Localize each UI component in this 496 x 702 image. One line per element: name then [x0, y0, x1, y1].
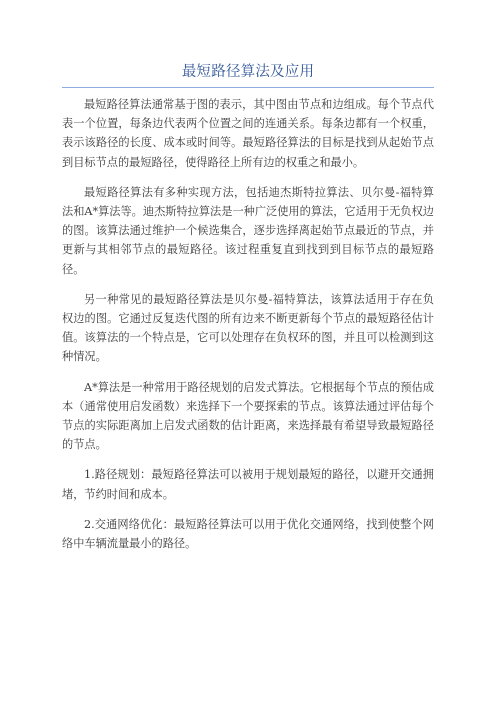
paragraph-a-star: A*算法是一种常用于路径规划的启发式算法。它根据每个节点的预估成本（通常使用启发函数）来选择下一个要探索的节点。该算法通过评估每个节点的实际距离加上启发式函数的估计距离，来选择最有希望导致最短路径的节点。	[62, 380, 434, 452]
paragraph-bellman-ford: 另一种常见的最短路径算法是贝尔曼-福特算法，该算法适用于存在负权边的图。它通过反复迭代图的所有边来不断更新每个节点的最短路径估计值。该算法的一个特点是，它可以处理存在负权环的图，并且可以检测到这种情况。	[62, 292, 434, 364]
paragraph-application-2: 2.交通网络优化：最短路径算法可以用于优化交通网络，找到使整个网络中车辆流量最小的路径。	[62, 517, 434, 551]
document-body	[62, 95, 434, 564]
paragraph-methods: 最短路径算法有多种实现方法，包括迪杰斯特拉算法、贝尔曼-福特算法和A*算法等。迪杰斯特拉算法是一种广泛使用的算法，它适用于无负权边的图。该算法通过维护一个候选集合，逐步选择离起始节点最近的节点，并更新与其相邻节点的最短路径。该过程重复直到找到到目标节点的最短路径。	[62, 185, 434, 276]
paragraph-intro: 最短路径算法通常基于图的表示，其中图由节点和边组成。每个节点代表一个位置，每条边代表两个位置之间的连通关系。每条边都有一个权重，表示该路径的长度、成本或时间等。最短路径算法的目标是找到从起始节点到目标节点的最短路径，使得路径上所有边的权重之和最小。	[62, 98, 434, 169]
document-title: 最短路径算法及应用	[181, 64, 315, 80]
title-divider	[62, 87, 434, 88]
paragraph-application-1: 1.路径规划：最短路径算法可以被用于规划最短的路径，以避开交通拥堵，节约时间和成本。	[62, 468, 434, 501]
